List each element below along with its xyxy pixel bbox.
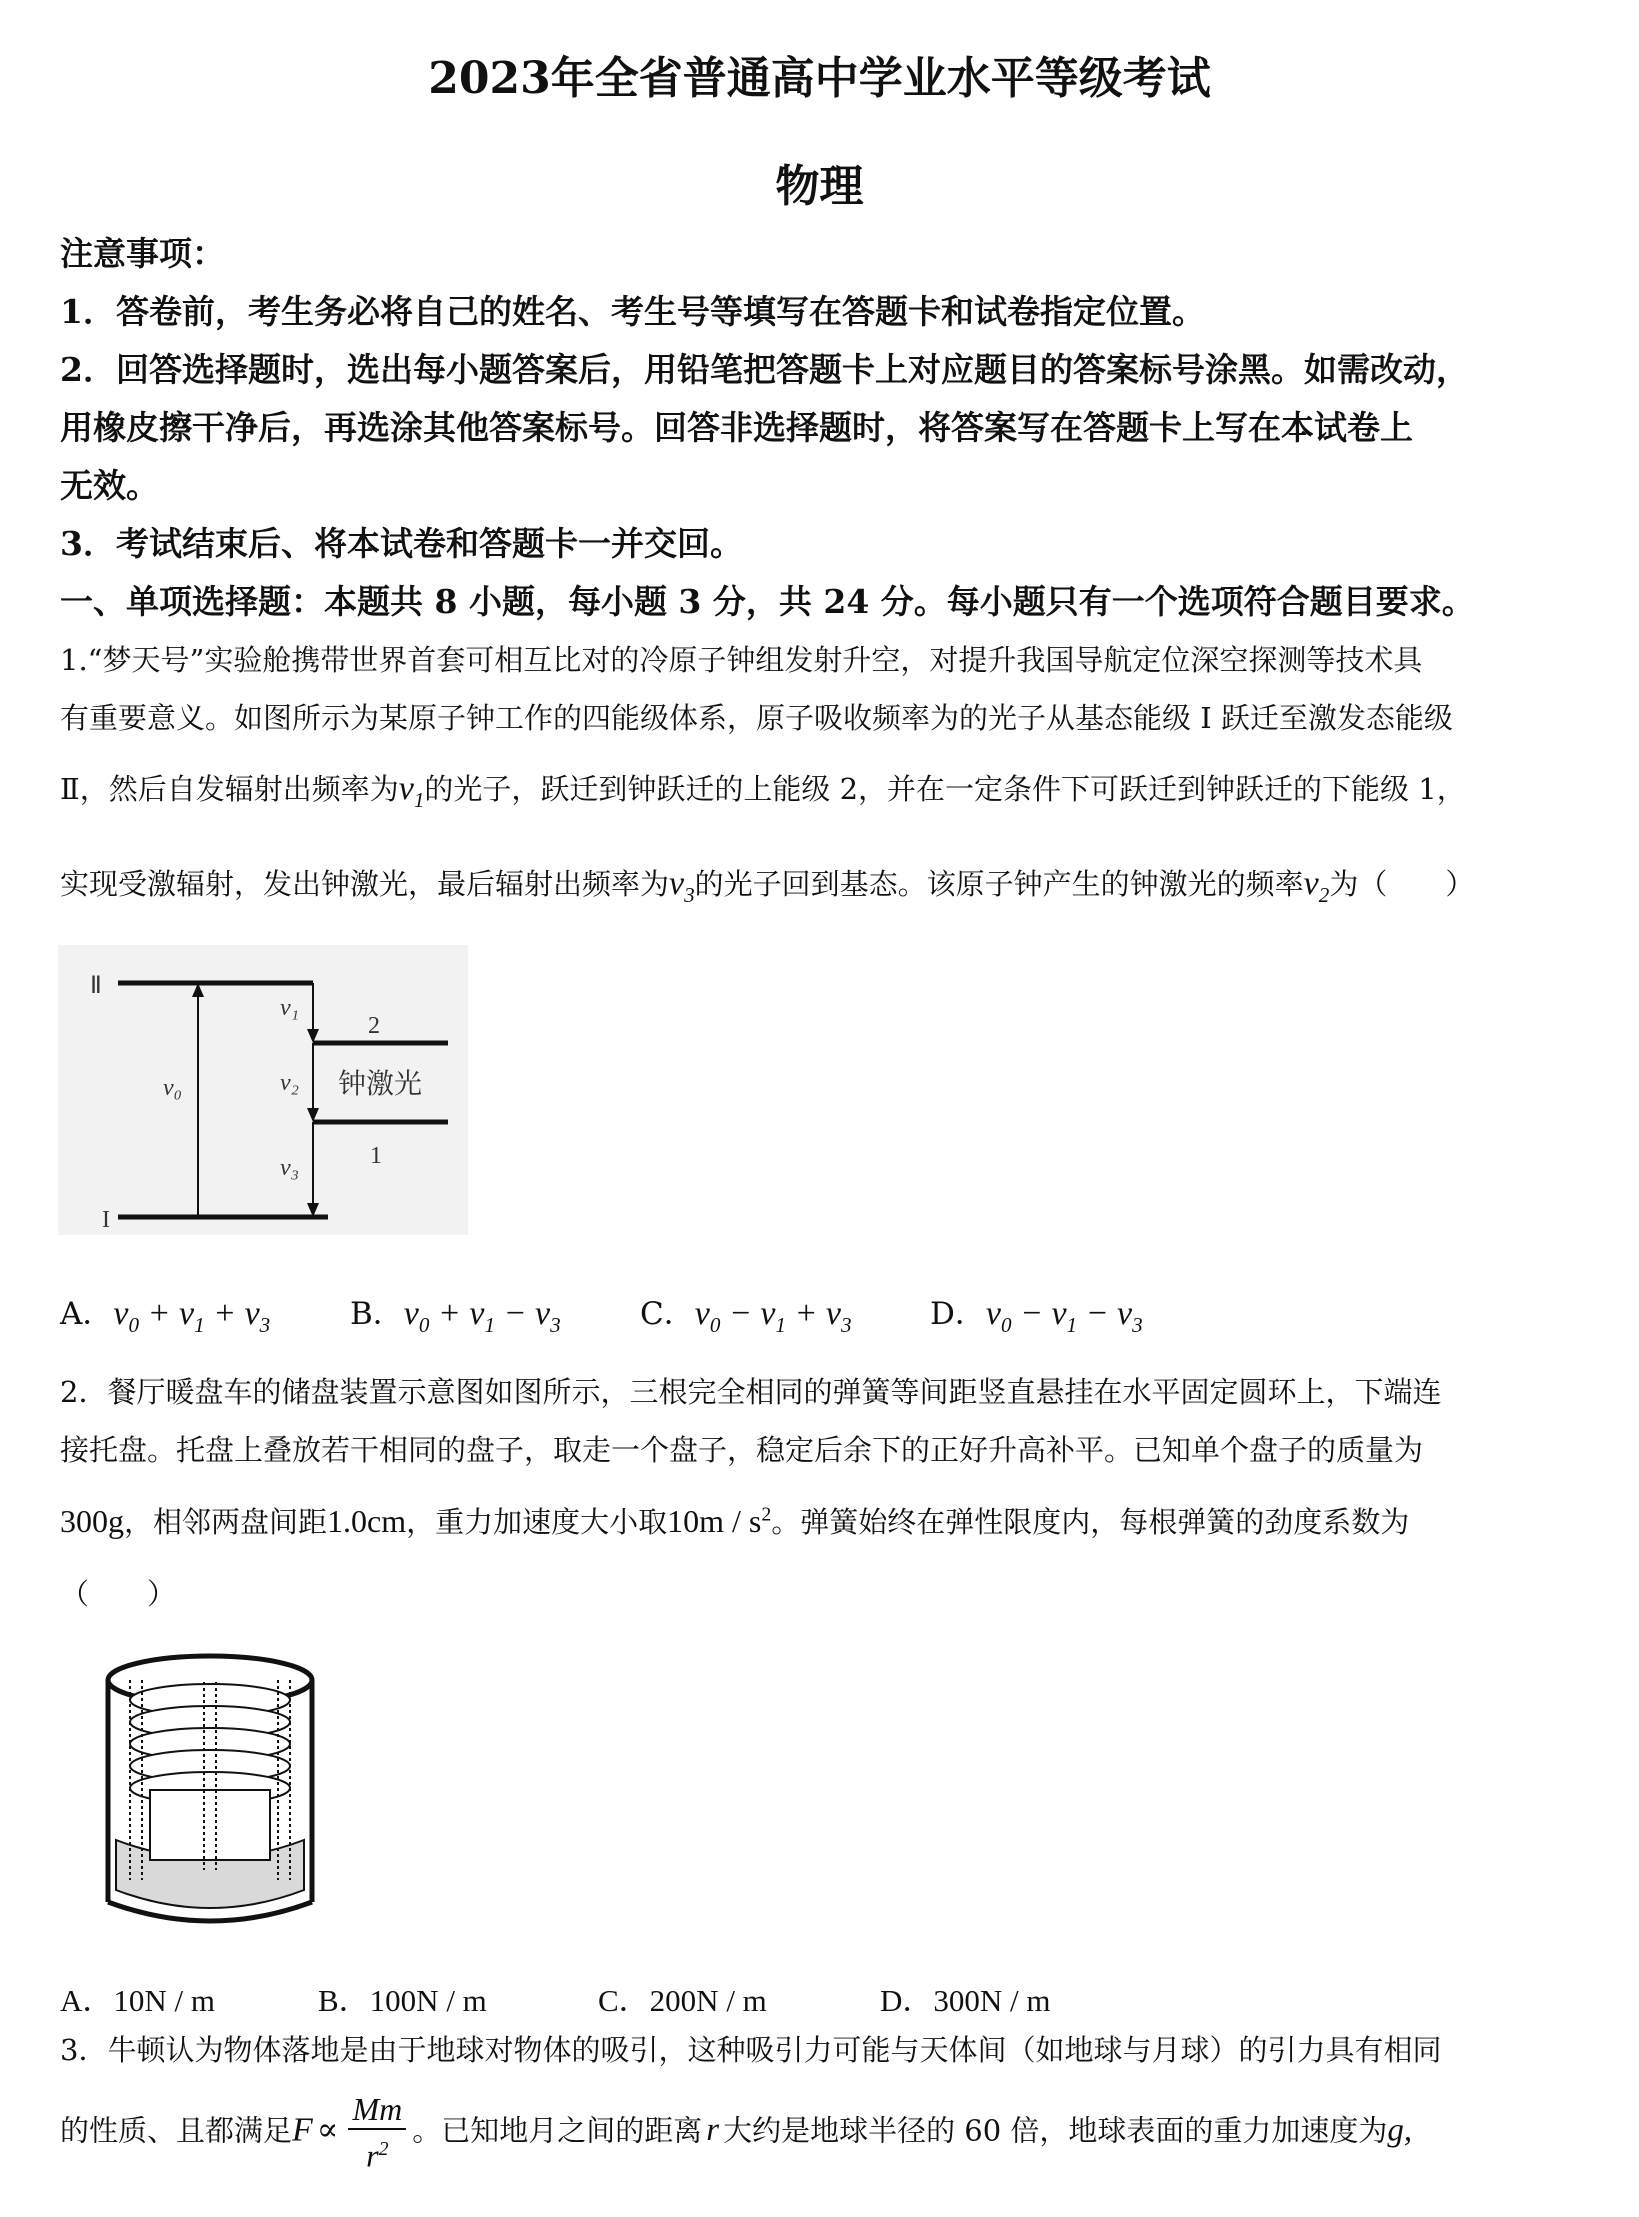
q1-option-a[interactable] (60, 1288, 270, 1338)
q3-line-2-a: 的性质、且都满足 (60, 2113, 293, 2148)
q2-line-4: （ ） (60, 1577, 177, 1611)
notice-heading: 注意事项： (60, 234, 225, 273)
section-1-heading: 一、单项选择题：本题共 8 小题，每小题 3 分，共 24 分。每小题只有一个选项符合题目要求。 (60, 582, 1475, 621)
q2-line-3-f: 。弹簧始终在弹性限度内，每根弹簧的劲度系数为 (771, 1505, 1410, 1539)
notice-item-3: 3．考试结束后、将本试卷和答题卡一并交回。 (60, 524, 743, 563)
q2-line-1: 2．餐厅暖盘车的储盘装置示意图如图所示，三根完全相同的弹簧等间距竖直悬挂在水平固定圆环上，下端连 (60, 1375, 1442, 1409)
tray-column (150, 1790, 270, 1860)
q2-line-3-b: ，相邻两盘间距 (124, 1505, 328, 1539)
q1-line-3 (60, 767, 1466, 813)
label-level-II: Ⅱ (90, 973, 102, 999)
notice-item-2-line-3: 无效。 (60, 466, 159, 505)
q1-option-d-expr: $v_0 - v_1 - v_3$ (985, 1295, 1143, 1337)
label-nu2: ν₂ (280, 1070, 299, 1096)
q1-option-a-expr: $v_0 + v_1 + v_3$ (113, 1295, 271, 1337)
q1-option-d[interactable] (930, 1288, 1143, 1338)
nu3-symbol: $v_3$ (669, 865, 695, 907)
q2-option-a[interactable]: A．10N / m (60, 1983, 215, 2018)
q2-line-2: 接托盘。托盘上叠放若干相同的盘子，取走一个盘子，稳定后余下的正好升高补平。已知单个盘子的质量为 (60, 1433, 1424, 1467)
q1-line-4-a: 实现受激辐射，发出钟激光，最后辐射出频率为 (60, 867, 670, 901)
var-g: g, (1387, 2112, 1413, 2149)
q1-option-c[interactable] (640, 1288, 852, 1338)
label-clock-laser: 钟激光 (338, 1067, 423, 1100)
label-nu3: ν₃ (280, 1155, 299, 1181)
var-r: r (706, 2112, 720, 2149)
notice-item-2-line-1: 2．回答选择题时，选出每小题答案后，用铅笔把答题卡上对应题目的答案标号涂黑。如需改动， (60, 350, 1469, 389)
label-level-I: I (102, 1207, 110, 1233)
label-nu1: ν₁ (280, 995, 299, 1021)
formula-den-r: r (366, 2137, 379, 2174)
q1-option-a-label: A． (60, 1296, 114, 1332)
exam-title: 2023年全省普通高中学业水平等级考试 (428, 53, 1211, 104)
nu2-symbol: $v_2$ (1303, 865, 1330, 907)
label-level-1: 1 (370, 1143, 382, 1169)
q1-option-c-label: C． (640, 1296, 695, 1332)
q2-gravity-value: $10m / s^2$ (667, 1503, 772, 1539)
q1-line-4 (60, 862, 1474, 908)
q1-line-2: 有重要意义。如图所示为某原子钟工作的四能级体系，原子吸收频率为的光子从基态能级 I 跃迁至激发态能级 (60, 701, 1453, 735)
q1-line-3-a: Ⅱ，然后自发辐射出频率为 (60, 772, 399, 806)
exam-subject: 物理 (775, 161, 864, 212)
q2-option-d[interactable]: D．300N / m (880, 1983, 1051, 2018)
nu1-symbol: $v_1$ (398, 770, 425, 812)
q1-line-1: 1.“梦天号”实验舱携带世界首套可相互比对的冷原子钟组发射升空，对提升我国导航定位深空探测等技术具 (60, 643, 1423, 677)
q2-gravity-text: 10m / s (667, 1503, 762, 1539)
plate-warmer-diagram (90, 1640, 330, 1940)
q1-line-3-b: 的光子，跃迁到钟跃迁的上能级 2，并在一定条件下可跃迁到钟跃迁的下能级 1， (424, 772, 1466, 806)
q3-line-2-b: 。已知地月之间的距离 (412, 2113, 703, 2148)
q1-option-c-expr: $v_0 - v_1 + v_3$ (694, 1295, 852, 1337)
q2-option-c[interactable]: C．200N / m (598, 1983, 767, 2018)
formula-F: F (292, 2111, 313, 2149)
q3-line-2 (60, 2090, 1412, 2175)
label-level-2: 2 (368, 1013, 380, 1039)
q1-line-4-c: 为（ ） (1329, 867, 1475, 901)
q3-line-1: 3．牛顿认为物体落地是由于地球对物体的吸引，这种吸引力可能与天体间（如地球与月球）的引力具有相同 (60, 2033, 1442, 2067)
formula-fraction (348, 2090, 406, 2175)
q1-option-d-label: D． (930, 1296, 986, 1332)
q1-line-4-b: 的光子回到基态。该原子钟产生的钟激光的频率 (694, 867, 1304, 901)
proportional-symbol: ∝ (316, 2110, 339, 2149)
q2-plate-spacing: 1.0cm (327, 1503, 407, 1539)
q1-option-b[interactable] (350, 1288, 561, 1338)
q2-option-b[interactable]: B．100N / m (318, 1983, 487, 2018)
q3-line-2-c: 大约是地球半径的 60 倍，地球表面的重力加速度为 (723, 2113, 1388, 2148)
q2-line-3-d: ，重力加速度大小取 (406, 1505, 668, 1539)
q2-plate-mass: 300g (60, 1503, 124, 1539)
formula-denominator: $r^2$ (366, 2137, 389, 2174)
notice-item-1: 1．答卷前，考生务必将自己的姓名、考生号等填写在答题卡和试卷指定位置。 (60, 292, 1205, 331)
q1-option-b-expr: $v_0 + v_1 - v_3$ (403, 1295, 561, 1337)
notice-item-2-line-2: 用橡皮擦干净后，再选涂其他答案标号。回答非选择题时，将答案写在答题卡上写在本试卷上 (60, 408, 1413, 447)
formula-numerator: Mm (348, 2090, 406, 2130)
q1-option-b-label: B． (350, 1296, 404, 1332)
energy-level-diagram (58, 945, 468, 1235)
label-nu0: ν₀ (163, 1075, 182, 1101)
q2-line-3 (60, 1500, 1409, 1541)
